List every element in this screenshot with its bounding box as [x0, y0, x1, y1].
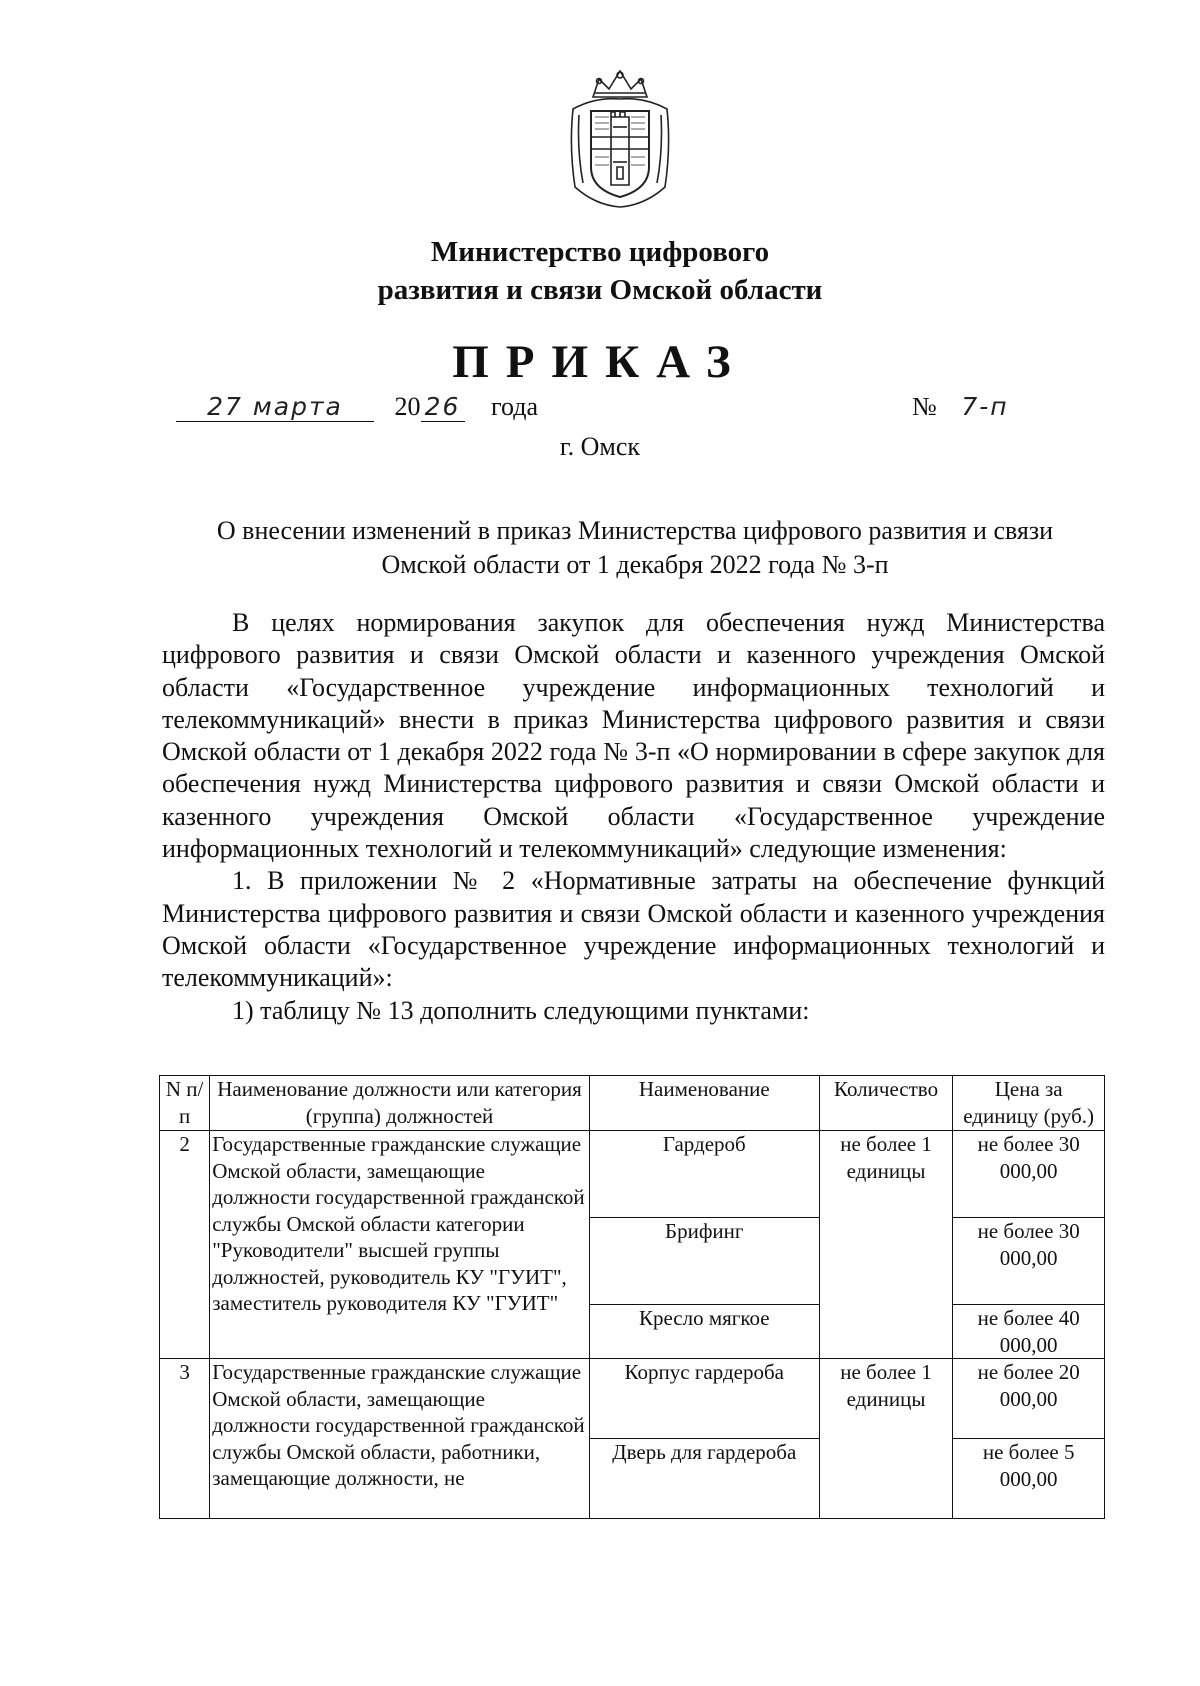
row-number: 2	[160, 1131, 210, 1359]
table-row	[160, 1359, 1105, 1439]
number-value: 7-п	[961, 392, 1009, 421]
date-day-month: 27 марта	[176, 392, 374, 422]
year-prefix: 20	[394, 392, 421, 421]
body-paragraph-2: 1. В приложении № 2 «Нормативные затраты на обеспечение функций Министерства цифрового развития и связи Омской области и казенного учреждения Омской области «Государственное учреждение информационных технологий и телекоммуникаций»:	[162, 866, 1105, 993]
row-category: Государственные гражданские служащие Омской области, замещающие должности государственной гражданской службы Омской области, работники, замещающие должности, не	[210, 1359, 590, 1519]
year-suffix: 26	[421, 392, 465, 422]
item-name: Дверь для гардероба	[589, 1439, 819, 1519]
body-paragraph-3: 1) таблицу № 13 дополнить следующими пунктами:	[232, 995, 810, 1025]
row-number: 3	[160, 1359, 210, 1519]
order-date	[176, 392, 538, 422]
ministry-name-line1: Министерство цифрового	[430, 236, 770, 268]
body-paragraph-1: В целях нормирования закупок для обеспечения нужд Министерства цифрового развития и связи Омской области и казенного учреждения Омской области «Государственное учреждение информационных технологий и телекоммуникаций» внести в приказ Министерства цифрового развития и связи Омской области от 1 декабря 2022 года № 3-п «О нормировании в сфере закупок для обеспечения нужд Министерства цифрового развития и связи Омской области и казенного учреждения Омской области «Государственное учреждение информационных технологий и телекоммуникаций» следующие изменения:	[162, 608, 1105, 864]
header-item: Наименование	[589, 1076, 819, 1131]
number-label: №	[912, 392, 937, 421]
table-row	[160, 1131, 1105, 1218]
item-price: не более 30 000,00	[953, 1131, 1105, 1218]
item-quantity: не более 1 единицы	[819, 1131, 953, 1359]
item-name: Корпус гардероба	[589, 1359, 819, 1439]
subject-line2: Омской области от 1 декабря 2022 года № 3-п	[381, 550, 889, 579]
item-price: не более 20 000,00	[953, 1359, 1105, 1439]
coat-of-arms-emblem	[565, 67, 675, 210]
year-word: года	[491, 392, 539, 421]
row-category: Государственные гражданские служащие Омской области, замещающие должности государственной гражданской службы Омской области категории "Руководители" высшей группы должностей, руководитель КУ "ГУИТ", заместитель руководителя КУ "ГУИТ"	[210, 1131, 590, 1359]
item-quantity: не более 1 единицы	[819, 1359, 953, 1519]
order-body	[162, 607, 1105, 1027]
header-quantity: Количество	[819, 1076, 953, 1131]
city: г. Омск	[559, 432, 641, 461]
order-subject	[160, 514, 1110, 582]
item-price: не более 5 000,00	[953, 1439, 1105, 1519]
item-price: не более 40 000,00	[953, 1305, 1105, 1359]
item-name: Брифинг	[589, 1218, 819, 1305]
order-number	[912, 392, 1009, 422]
item-price: не более 30 000,00	[953, 1218, 1105, 1305]
subject-line1: О внесении изменений в приказ Министерства цифрового развития и связи	[216, 516, 1054, 545]
header-position: Наименование должности или категория (группа) должностей	[210, 1076, 590, 1131]
norms-table	[159, 1075, 1105, 1519]
header-price: Цена за единицу (руб.)	[953, 1076, 1105, 1131]
table-header-row	[160, 1076, 1105, 1131]
document-title: ПРИКАЗ	[452, 336, 748, 388]
header-n: N п/п	[160, 1076, 210, 1131]
ministry-name-line2: развития и связи Омской области	[377, 274, 823, 306]
item-name: Гардероб	[589, 1131, 819, 1218]
item-name: Кресло мягкое	[589, 1305, 819, 1359]
